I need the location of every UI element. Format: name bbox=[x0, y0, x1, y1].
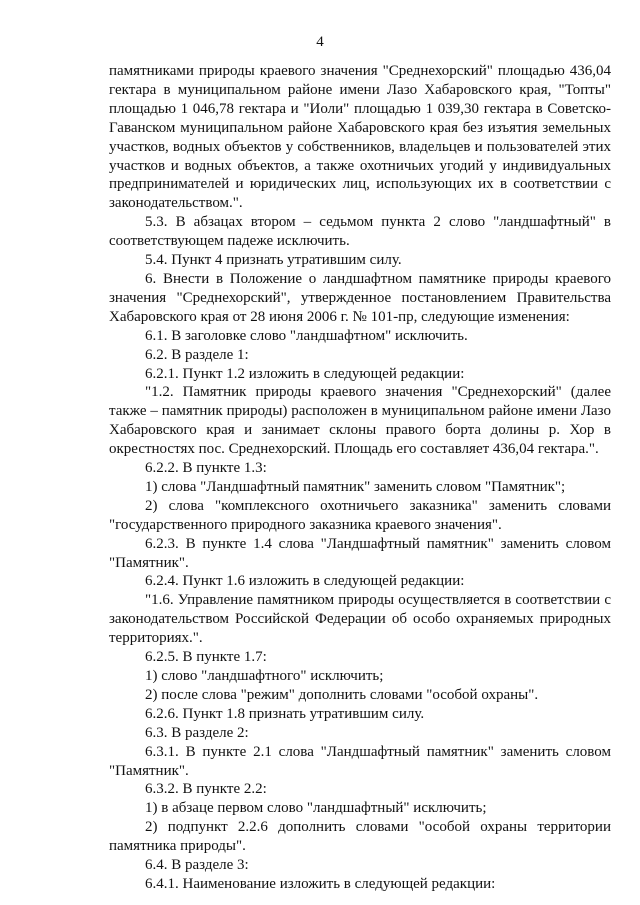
paragraph: памятниками природы краевого значения "Среднехорский" площадью 436,04 гектара в муниципальном районе имени Лазо Хабаровского края, "Топты" площадью 1 046,78 гектара и "Иоли" площадью 1 039,30 гектара в Советско-Гаванском муниципальном районе Хабаровского края без изъятия земельных участков, водных объектов у собственников, владельцев и пользователей этих участков и водных объектов, а также охотничьих угодий у индивидуальных предпринимателей и юридических лиц, использующих их в соответствии с законодательством.". bbox=[109, 63, 611, 212]
paragraph: 6.3.1. В пункте 2.1 слова "Ландшафтный памятник" заменить словом "Памятник". bbox=[109, 743, 611, 779]
paragraph: 6.2.3. В пункте 1.4 слова "Ландшафтный памятник" заменить словом "Памятник". bbox=[109, 535, 611, 571]
document-body bbox=[109, 62, 611, 894]
paragraph: 6.4. В разделе 3: bbox=[145, 857, 249, 874]
paragraph: 6.2.6. Пункт 1.8 признать утратившим силу. bbox=[145, 705, 425, 722]
paragraph: 5.4. Пункт 4 признать утратившим силу. bbox=[145, 252, 402, 269]
paragraph: 6.4.1. Наименование изложить в следующей редакции: bbox=[145, 875, 496, 892]
paragraph: "1.6. Управление памятником природы осуществляется в соответствии с законодательством Российской Федерации об особо охраняемых природных территориях.". bbox=[109, 592, 611, 647]
paragraph: 6.3. В разделе 2: bbox=[145, 724, 249, 741]
paragraph: 5.3. В абзацах втором – седьмом пункта 2 слово "ландшафтный" в соответствующем падеже исключить. bbox=[109, 214, 611, 250]
paragraph: 6.2. В разделе 1: bbox=[145, 346, 249, 363]
page-number: 4 bbox=[316, 34, 324, 50]
paragraph: 6.2.4. Пункт 1.6 изложить в следующей редакции: bbox=[145, 573, 465, 590]
paragraph: 2) подпункт 2.2.6 дополнить словами "особой охраны территории памятника природы". bbox=[109, 819, 611, 855]
paragraph: 2) слова "комплексного охотничьего заказника" заменить словами "государственного природного заказника краевого значения". bbox=[109, 497, 611, 533]
paragraph: 6. Внести в Положение о ландшафтном памятнике природы краевого значения "Среднехорский", утвержденное постановлением Правительства Хабаровского края от 28 июня 2006 г. № 101-пр, следующие изменения: bbox=[109, 270, 611, 325]
paragraph: 6.3.2. В пункте 2.2: bbox=[145, 781, 267, 798]
paragraph: 6.2.5. В пункте 1.7: bbox=[145, 649, 267, 666]
paragraph: 1) слово "ландшафтного" исключить; bbox=[145, 668, 384, 684]
paragraph: "1.2. Памятник природы краевого значения "Среднехорский" (далее также – памятник природы) расположен в муниципальном районе имени Лазо Хабаровского края и занимает склоны правого борта долины р. Хор в окрестностях пос. Среднехорский. Площадь его составляет 436,04 гектара.". bbox=[109, 384, 611, 458]
paragraph: 1) в абзаце первом слово "ландшафтный" исключить; bbox=[145, 800, 487, 817]
paragraph: 6.2.2. В пункте 1.3: bbox=[145, 460, 267, 477]
paragraph: 6.1. В заголовке слово "ландшафтном" исключить. bbox=[145, 327, 468, 344]
paragraph: 6.2.1. Пункт 1.2 изложить в следующей редакции: bbox=[145, 365, 465, 382]
paragraph: 1) слова "Ландшафтный памятник" заменить словом "Памятник"; bbox=[145, 478, 566, 495]
paragraph: 2) после слова "режим" дополнить словами "особой охраны". bbox=[145, 686, 539, 703]
